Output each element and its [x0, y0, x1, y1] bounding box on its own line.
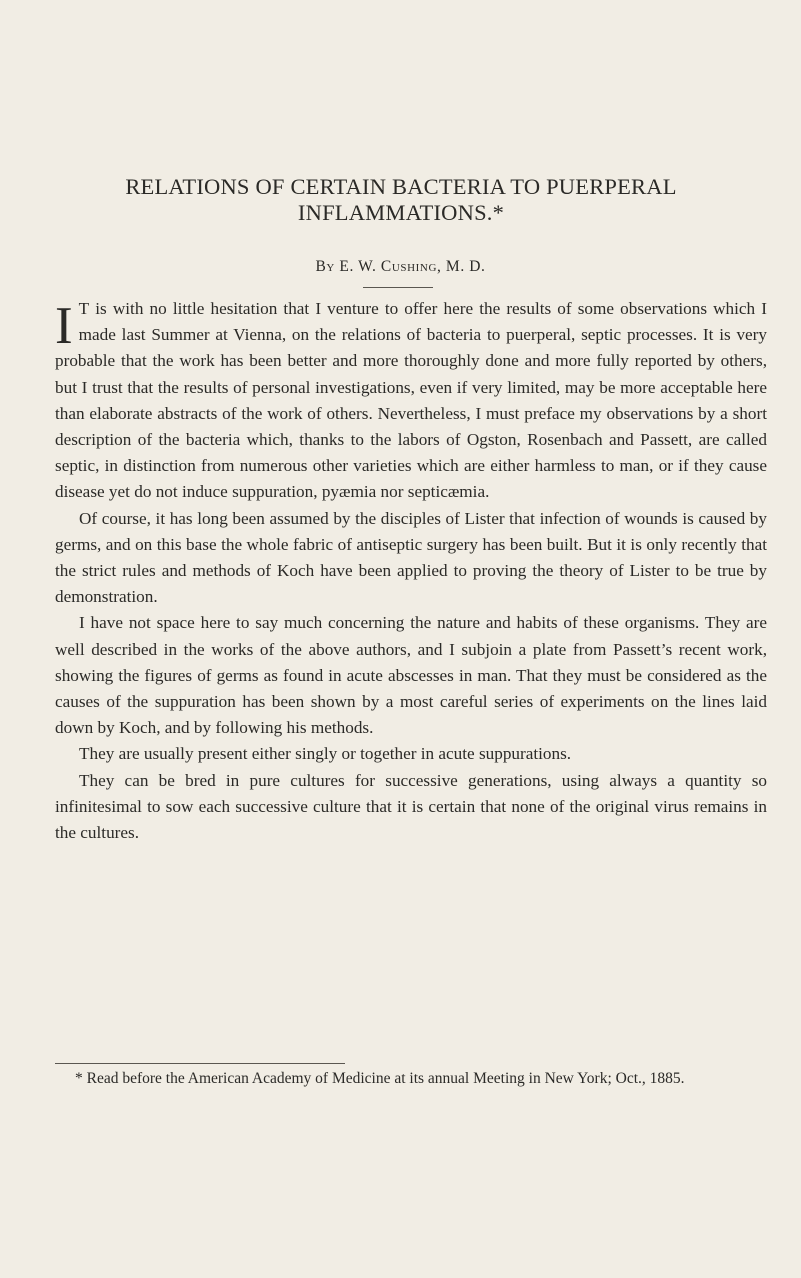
paragraph-5: They can be bred in pure cultures for successive generations, using always a quantity so infinitesimal to sow each successive culture that it is certain that none of the original virus remains in the cultures.: [55, 770, 767, 843]
first-word-tail: T: [78, 299, 90, 318]
paragraph-4: They are usually present either singly or together in acute suppurations.: [79, 744, 572, 764]
footnote-divider: [55, 1063, 345, 1064]
article-title: RELATIONS OF CERTAIN BACTERIA TO PUERPERAL INFLAMMATIONS.*: [125, 174, 677, 225]
title-divider: [363, 287, 433, 288]
author-byline: By E. W. Cushing, M. D.: [315, 258, 486, 275]
paragraph-1: [55, 296, 767, 506]
paragraph-3: I have not space here to say much concerning the nature and habits of these organisms. They are well described in the works of the above authors, and I subjoin a plate from Passett’s recent work, showing the figures of germs as found in acute abscesses in man. That they must be considered as the causes of the suppuration has been shown by a most careful series of experiments on the lines laid down by Koch, and by following his methods.: [55, 613, 767, 738]
paragraph-1-text: is with no little hesitation that I venture to offer here the results of some observations which I made last Summer at Vienna, on the relations of bacteria to puerperal, septic processes. It is very probable that the work has been better and more thoroughly done and more fully reported by others, but I trust that the results of personal investigations, even if very limited, may be more acceptable here than elaborate abstracts of the work of others. Nevertheless, I must preface my observations by a short description of the bacteria which, thanks to the labors of Ogston, Rosenbach and Passett, are called septic, in distinction from numerous other varieties which are either harmless to man, or if they cause disease yet do not induce suppuration, pyæmia nor septicæmia.: [55, 299, 767, 502]
paragraph-2: Of course, it has long been assumed by the disciples of Lister that infection of wounds is caused by germs, and on this base the whole fabric of antiseptic surgery has been built. But it is only recently that the strict rules and methods of Koch have been applied to proving the theory of Lister to be true by demonstration.: [55, 508, 767, 607]
footnote: * Read before the American Academy of Medicine at its annual Meeting in New York; Oct., 1885.: [75, 1070, 685, 1087]
article-body: [55, 296, 767, 846]
drop-cap: I: [55, 297, 73, 355]
